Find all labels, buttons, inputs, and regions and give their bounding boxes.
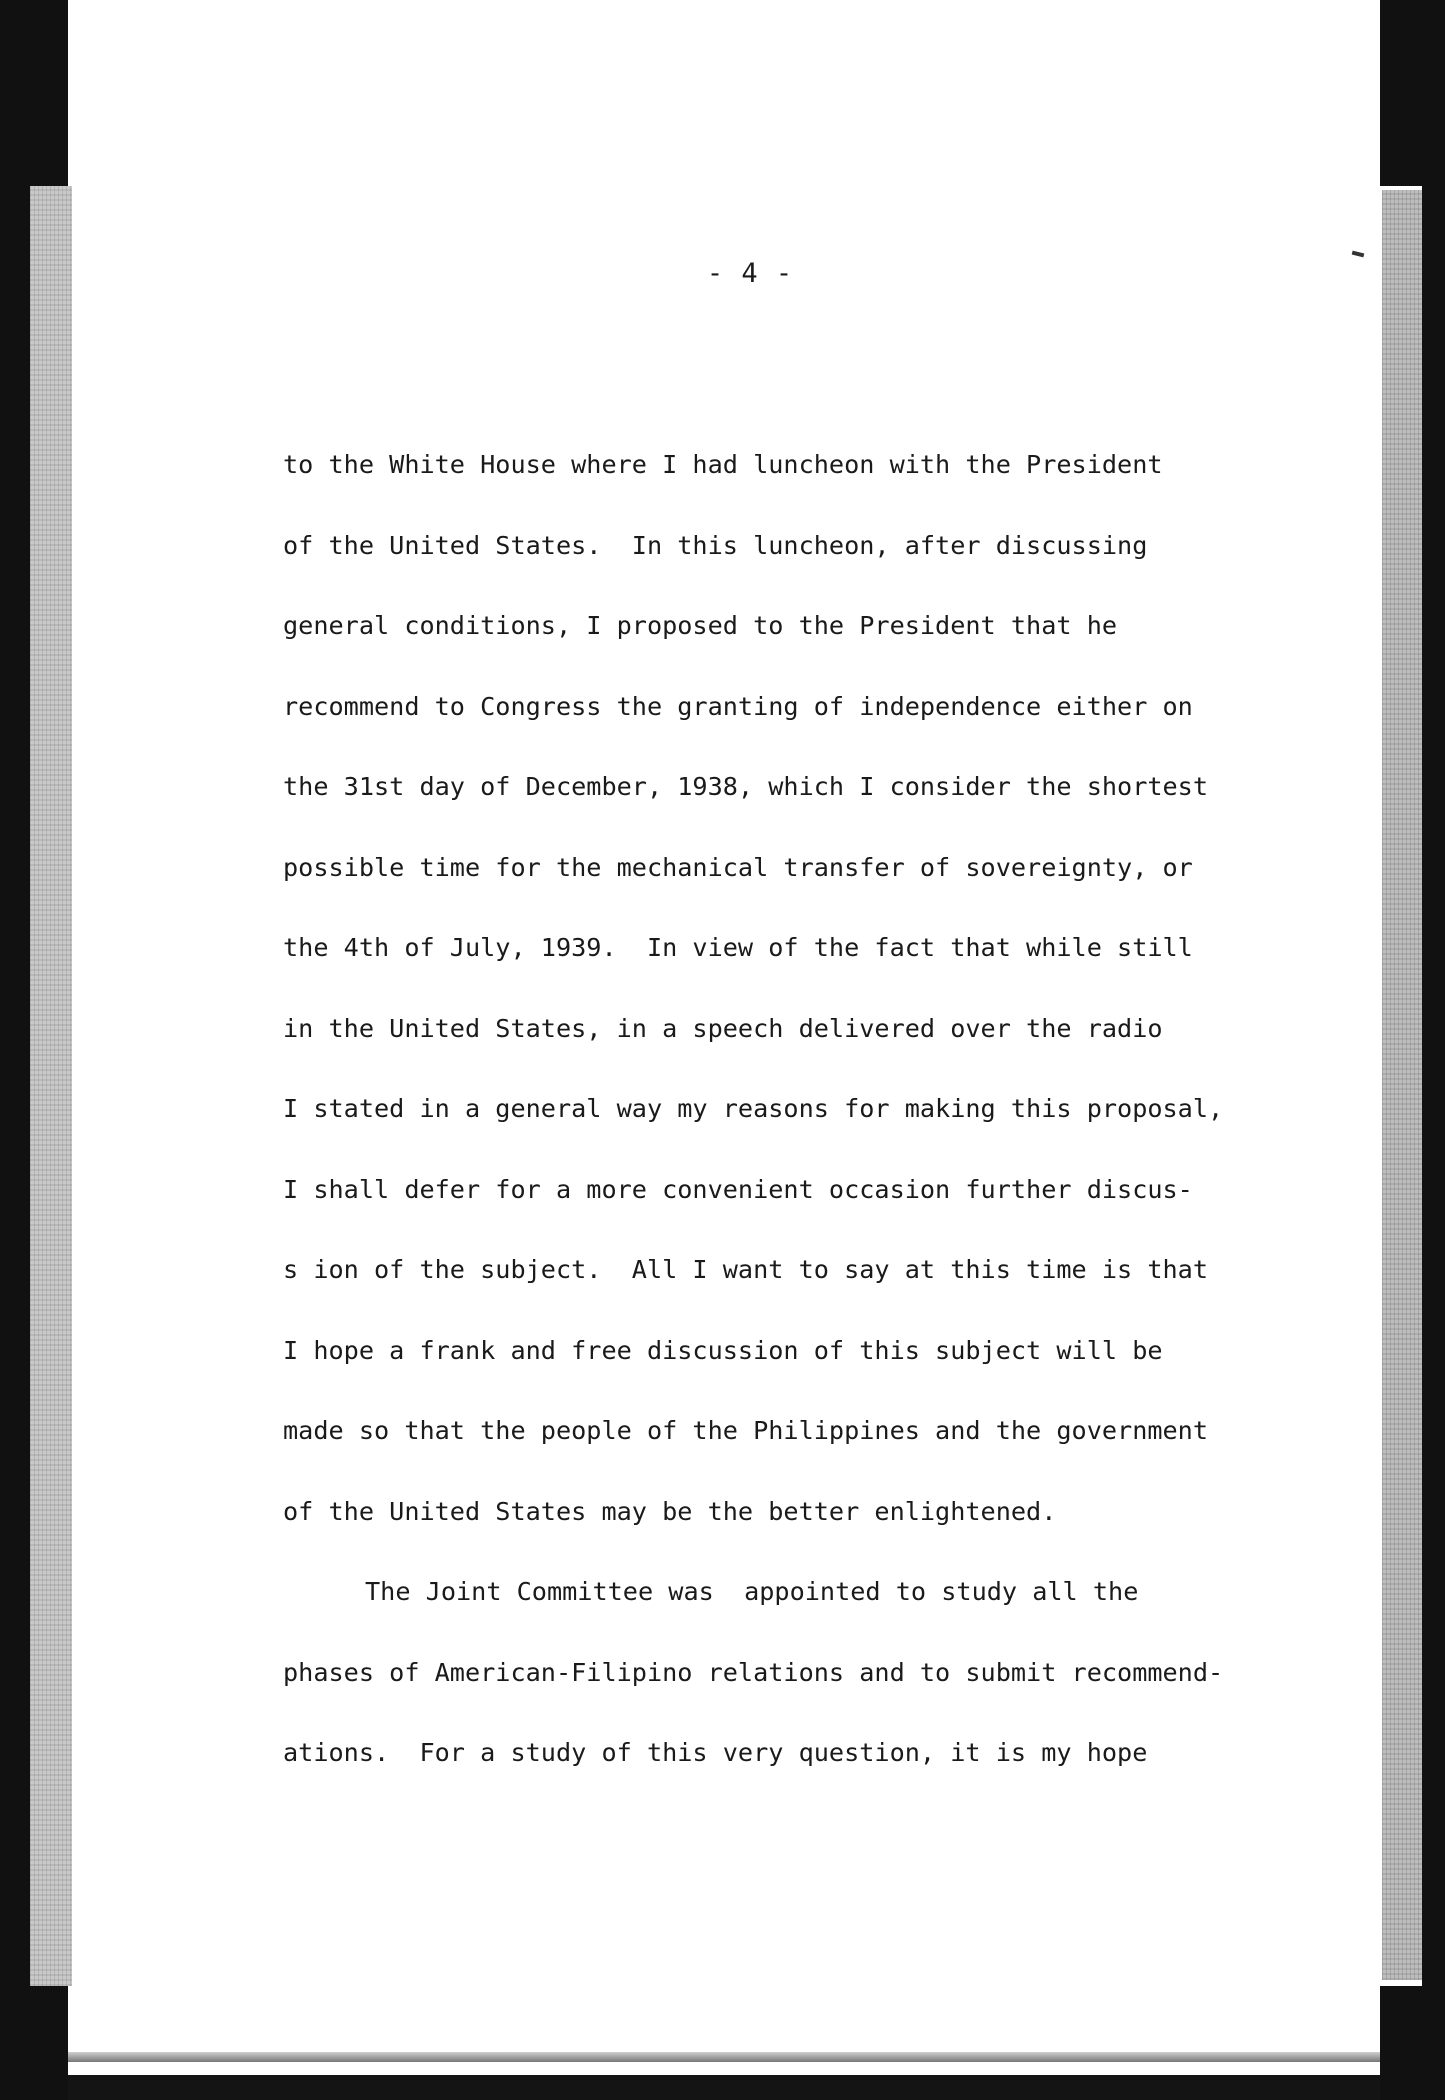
text-line: I stated in a general way my reasons for making this proposal,	[283, 1094, 1224, 1123]
page-number: - 4 -	[706, 258, 794, 289]
text-line: The Joint Committee was appointed to study all the	[365, 1577, 1139, 1606]
text-line: general conditions, I proposed to the President that he	[283, 611, 1118, 640]
text-line: the 31st day of December, 1938, which I consider the shortest	[283, 772, 1209, 801]
sheet-bottom-edge	[68, 2052, 1380, 2062]
text-line: made so that the people of the Philippines and the government	[283, 1416, 1209, 1445]
text-line: of the United States. In this luncheon, after discussing	[283, 530, 1148, 560]
sheet-edge-right	[1382, 190, 1422, 1980]
body-text	[283, 441, 1323, 1810]
text-line: of the United States may be the better enlightened.	[283, 1496, 1057, 1526]
text-line: I hope a frank and free discussion of this subject will be	[283, 1335, 1163, 1365]
text-line: possible time for the mechanical transfer of sovereignty, or	[283, 852, 1193, 882]
text-line: the 4th of July, 1939. In view of the fact that while still	[283, 933, 1193, 962]
text-line: s ion of the subject. All I want to say at this time is that	[283, 1255, 1209, 1284]
text-line: ations. For a study of this very question, it is my hope	[283, 1738, 1148, 1767]
text-line: to the White House where I had luncheon with the President	[283, 450, 1163, 479]
text-line: recommend to Congress the granting of independence either on	[283, 691, 1193, 721]
sheet-edge-left	[30, 186, 72, 1986]
text-line: phases of American-Filipino relations and to submit recommend-	[283, 1657, 1224, 1687]
text-line: I shall defer for a more convenient occasion further discus-	[283, 1174, 1193, 1204]
text-line: in the United States, in a speech delivered over the radio	[283, 1013, 1163, 1043]
